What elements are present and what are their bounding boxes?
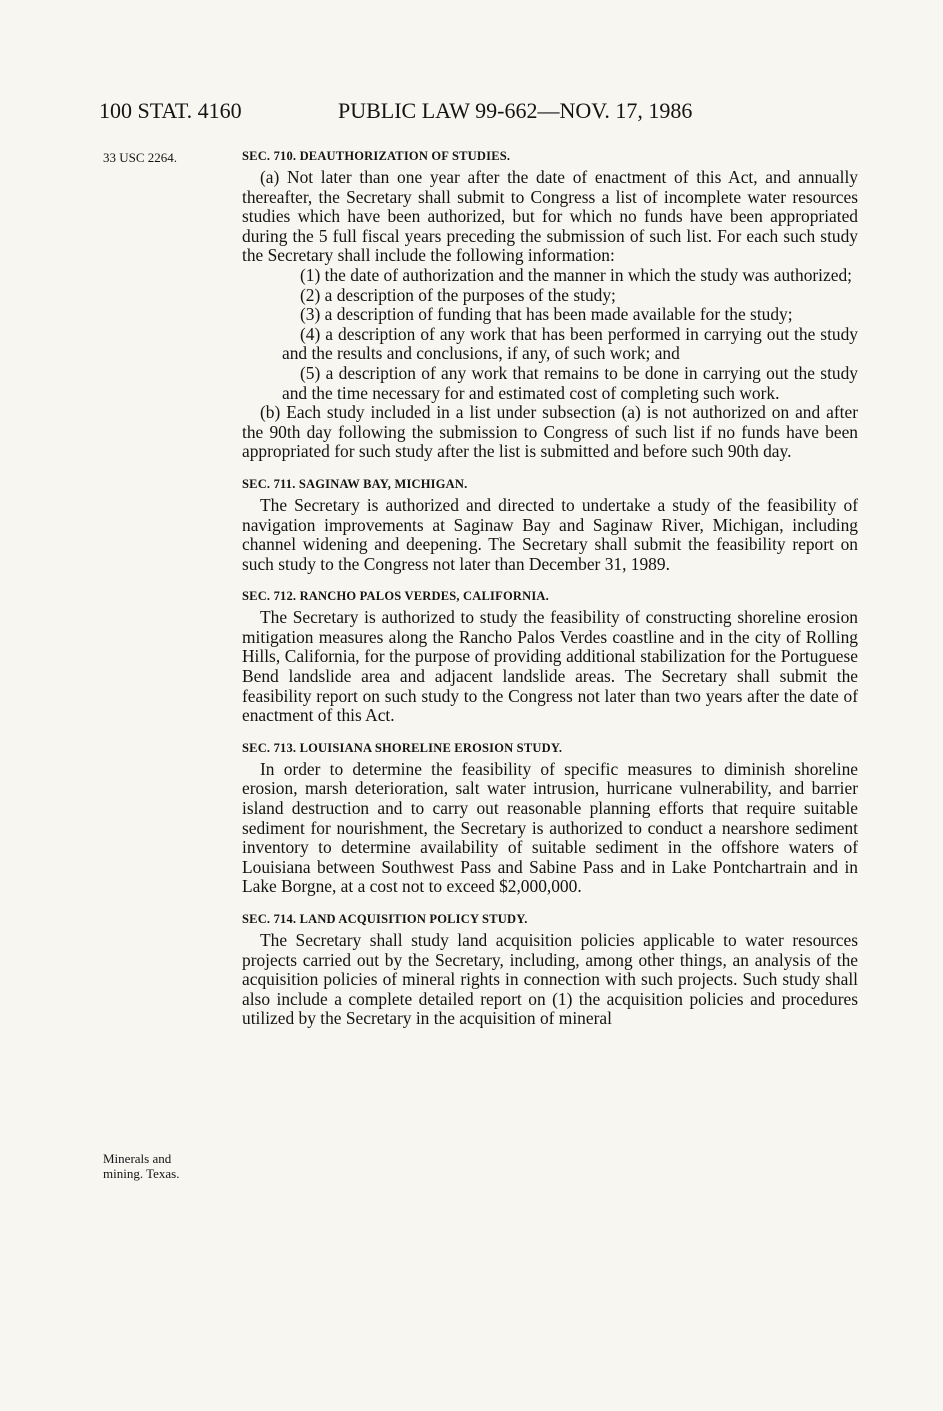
section-713-body: In order to determine the feasibility of specific measures to diminish shoreline erosion, marsh deterioration, salt water intrusion, hurricane vulnerability, and barrier island destruction and to carry out reasonable planning efforts that require suitable sediment for nourishment, the Secretary is authorized to conduct a nearshore sediment inventory to determine availability of suitable sediment in the offshore waters of Louisiana between Southwest Pass and Sabine Pass and in Lake Pontchartrain and in Lake Borgne, at a cost not to exceed $2,000,000. (242, 758, 858, 897)
section-710-item-2: (2) a description of the purposes of the study; (300, 284, 616, 305)
page-title: PUBLIC LAW 99-662—NOV. 17, 1986 (338, 98, 693, 123)
section-714-body: The Secretary shall study land acquisition policies applicable to water resources projects carried out by the Secretary, including, among other things, an analysis of the acquisition policies of mineral rights in connection with such projects. Such study shall also include a complete detailed report on (1) the acquisition policies and procedures utilized by the Secretary in the acquisition of mineral (242, 930, 858, 1029)
margin-note-minerals: Minerals and mining. Texas. (103, 1151, 180, 1181)
section-711-body: The Secretary is authorized and directed to undertake a study of the feasibility of navigation improvements at Saginaw Bay and Saginaw River, Michigan, including channel widening and deepening. The Secretary shall submit the feasibility report on such study to the Congress not later than December 31, 1989. (242, 494, 858, 574)
section-710-para-b: (b) Each study included in a list under subsection (a) is not authorized on and after the 90th day following the submission to Congress of such list if no funds have been appropriated for such study after the list is submitted and before such 90th day. (242, 402, 858, 462)
section-714-heading: SEC. 714. LAND ACQUISITION POLICY STUDY. (242, 912, 528, 926)
section-713-heading: SEC. 713. LOUISIANA SHORELINE EROSION STUDY. (242, 740, 563, 755)
section-712-body: The Secretary is authorized to study the feasibility of constructing shoreline erosion mitigation measures along the Rancho Palos Verdes coastline and in the city of Rolling Hills, California, for the purpose of providing additional stabilization for the Portuguese Bend landslide area and adjacent landslide areas. The Secretary shall submit the feasibility report on such study to the Congress not later than two years after the date of enactment of this Act. (242, 607, 858, 726)
page-reference: 100 STAT. 4160 (99, 98, 242, 123)
section-710-item-3: (3) a description of funding that has been made available for the study; (300, 304, 793, 325)
section-711-heading: SEC. 711. SAGINAW BAY, MICHIGAN. (242, 476, 468, 491)
document-body (242, 148, 858, 1029)
section-710-para-a: (a) Not later than one year after the date of enactment of this Act, and annually thereafter, the Secretary shall submit to Congress a list of incomplete water resources studies which have been authorized, but for which no funds have been appropriated during the 5 full fiscal years preceding the submission of such list. For each such study the Secretary shall include the following information: (242, 167, 858, 266)
section-710-item-4: (4) a description of any work that has been performed in carrying out the study and the results and conclusions, if any, of such work; and (282, 323, 858, 364)
margin-note-usc-cite: 33 USC 2264. (103, 150, 178, 165)
section-710-item-5: (5) a description of any work that remains to be done in carrying out the study and the time necessary for and estimated cost of completing such work. (282, 362, 858, 403)
section-710-heading: SEC. 710. DEAUTHORIZATION OF STUDIES. (242, 149, 511, 163)
section-712-heading: SEC. 712. RANCHO PALOS VERDES, CALIFORNIA. (242, 589, 549, 604)
section-710-item-1: (1) the date of authorization and the manner in which the study was authorized; (300, 264, 852, 285)
